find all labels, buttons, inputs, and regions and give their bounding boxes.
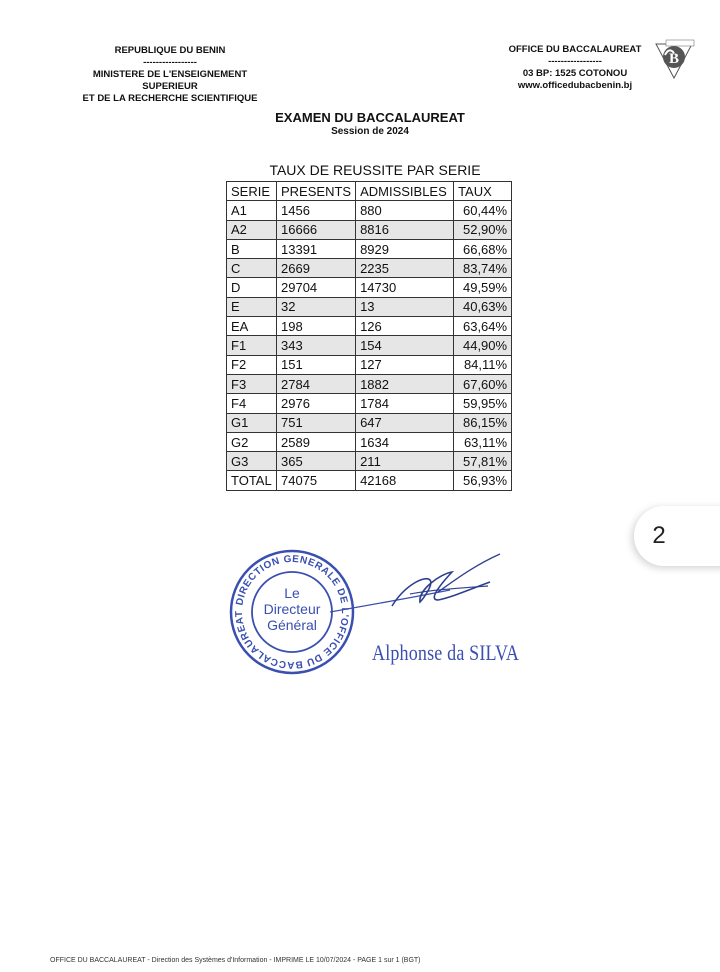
office-address: 03 BP: 1525 COTONOU [522, 68, 628, 79]
cell-taux: 49,59% [454, 278, 512, 297]
table-body [227, 201, 512, 490]
cell-admissibles: 126 [356, 317, 454, 336]
cell-serie: E [227, 297, 277, 316]
cell-presents: 29704 [277, 278, 356, 297]
cell-admissibles: 880 [356, 201, 454, 220]
table-total-row [227, 471, 512, 490]
header-right-separator: ----------------- [548, 56, 602, 67]
cell-presents: 16666 [277, 220, 356, 239]
cell-serie: G1 [227, 413, 277, 432]
stamp-line3: Général [267, 617, 317, 633]
results-table [226, 181, 512, 491]
table-row [227, 432, 512, 451]
cell-serie: G2 [227, 432, 277, 451]
header-right [490, 44, 660, 92]
table-row [227, 201, 512, 220]
cell-serie: A1 [227, 201, 277, 220]
cell-taux: 86,15% [454, 413, 512, 432]
cell-presents: 32 [277, 297, 356, 316]
cell-taux: 57,81% [454, 452, 512, 471]
stamp-line1: Le [284, 585, 300, 601]
table-row [227, 336, 512, 355]
cell-admissibles: 211 [356, 452, 454, 471]
cell-serie: D [227, 278, 277, 297]
stamp-line2: Directeur [263, 601, 321, 617]
cell-presents: 2784 [277, 374, 356, 393]
cell-taux: 40,63% [454, 297, 512, 316]
cell-presents: 2976 [277, 394, 356, 413]
cell-serie: B [227, 239, 277, 258]
stamp-ring-text: DIRECTION GENERALE DE L'OFFICE DU BACCALAUREAT [233, 553, 351, 671]
cell-serie: F3 [227, 374, 277, 393]
office-name: OFFICE DU BACCALAUREAT [508, 44, 642, 55]
cell-serie: G3 [227, 452, 277, 471]
cell-serie: A2 [227, 220, 277, 239]
table-row [227, 317, 512, 336]
cell-serie: EA [227, 317, 277, 336]
table-row [227, 297, 512, 316]
cell-admissibles: 1634 [356, 432, 454, 451]
table-row [227, 413, 512, 432]
header-presents: PRESENTS [277, 182, 356, 201]
cell-taux: 63,11% [454, 432, 512, 451]
cell-admissibles: 2235 [356, 259, 454, 278]
exam-heading [220, 110, 520, 138]
table-row [227, 394, 512, 413]
cell-serie: F2 [227, 355, 277, 374]
signature-icon [330, 550, 510, 620]
cell-admissibles: 8816 [356, 220, 454, 239]
ministry-line3: ET DE LA RECHERCHE SCIENTIFIQUE [82, 93, 258, 104]
header-admissibles: ADMISSIBLES [356, 182, 454, 201]
cell-serie: F4 [227, 394, 277, 413]
cell-admissibles: 1882 [356, 374, 454, 393]
table-row [227, 259, 512, 278]
cell-taux: 56,93% [454, 471, 512, 490]
cell-serie: TOTAL [227, 471, 277, 490]
cell-presents: 365 [277, 452, 356, 471]
table-row [227, 374, 512, 393]
cell-admissibles: 42168 [356, 471, 454, 490]
cell-presents: 343 [277, 336, 356, 355]
cell-serie: C [227, 259, 277, 278]
cell-admissibles: 14730 [356, 278, 454, 297]
cell-taux: 59,95% [454, 394, 512, 413]
cell-taux: 60,44% [454, 201, 512, 220]
footer-text: OFFICE DU BACCALAUREAT - Direction des Systèmes d'Information - IMPRIME LE 10/07/2024 - PAGE 1 sur 1 (BGT) [50, 957, 421, 964]
cell-taux: 52,90% [454, 220, 512, 239]
page-number: 2 [652, 522, 666, 549]
cell-presents: 74075 [277, 471, 356, 490]
table-row [227, 355, 512, 374]
table-title: TAUX DE REUSSITE PAR SERIE [269, 162, 481, 178]
header-taux: TAUX [454, 182, 512, 201]
ministry-line1: MINISTERE DE L'ENSEIGNEMENT [92, 69, 248, 80]
ministry-line2: SUPERIEUR [142, 81, 198, 92]
cell-taux: 84,11% [454, 355, 512, 374]
table-header-row [227, 182, 512, 201]
cell-taux: 66,68% [454, 239, 512, 258]
cell-presents: 2669 [277, 259, 356, 278]
signer-name: Alphonse da SILVA [372, 640, 520, 665]
cell-admissibles: 13 [356, 297, 454, 316]
cell-admissibles: 1784 [356, 394, 454, 413]
exam-title: EXAMEN DU BACCALAUREAT [275, 110, 465, 125]
cell-presents: 198 [277, 317, 356, 336]
cell-admissibles: 154 [356, 336, 454, 355]
cell-presents: 13391 [277, 239, 356, 258]
office-logo-icon [652, 38, 696, 82]
page-number-badge[interactable] [634, 506, 720, 566]
header-left-separator: ----------------- [143, 57, 197, 68]
table-row [227, 239, 512, 258]
cell-admissibles: 647 [356, 413, 454, 432]
table-row [227, 278, 512, 297]
cell-taux: 63,64% [454, 317, 512, 336]
svg-text:B: B [668, 51, 680, 67]
table-row [227, 220, 512, 239]
table-row [227, 452, 512, 471]
country-name: REPUBLIQUE DU BENIN [114, 45, 226, 56]
cell-taux: 67,60% [454, 374, 512, 393]
cell-presents: 751 [277, 413, 356, 432]
cell-presents: 2589 [277, 432, 356, 451]
header-left [40, 45, 300, 105]
cell-admissibles: 127 [356, 355, 454, 374]
cell-taux: 44,90% [454, 336, 512, 355]
cell-serie: F1 [227, 336, 277, 355]
header-serie: SERIE [227, 182, 277, 201]
cell-admissibles: 8929 [356, 239, 454, 258]
cell-presents: 1456 [277, 201, 356, 220]
exam-session: Session de 2024 [331, 126, 409, 137]
cell-presents: 151 [277, 355, 356, 374]
cell-taux: 83,74% [454, 259, 512, 278]
office-website: www.officedubacbenin.bj [517, 80, 633, 91]
